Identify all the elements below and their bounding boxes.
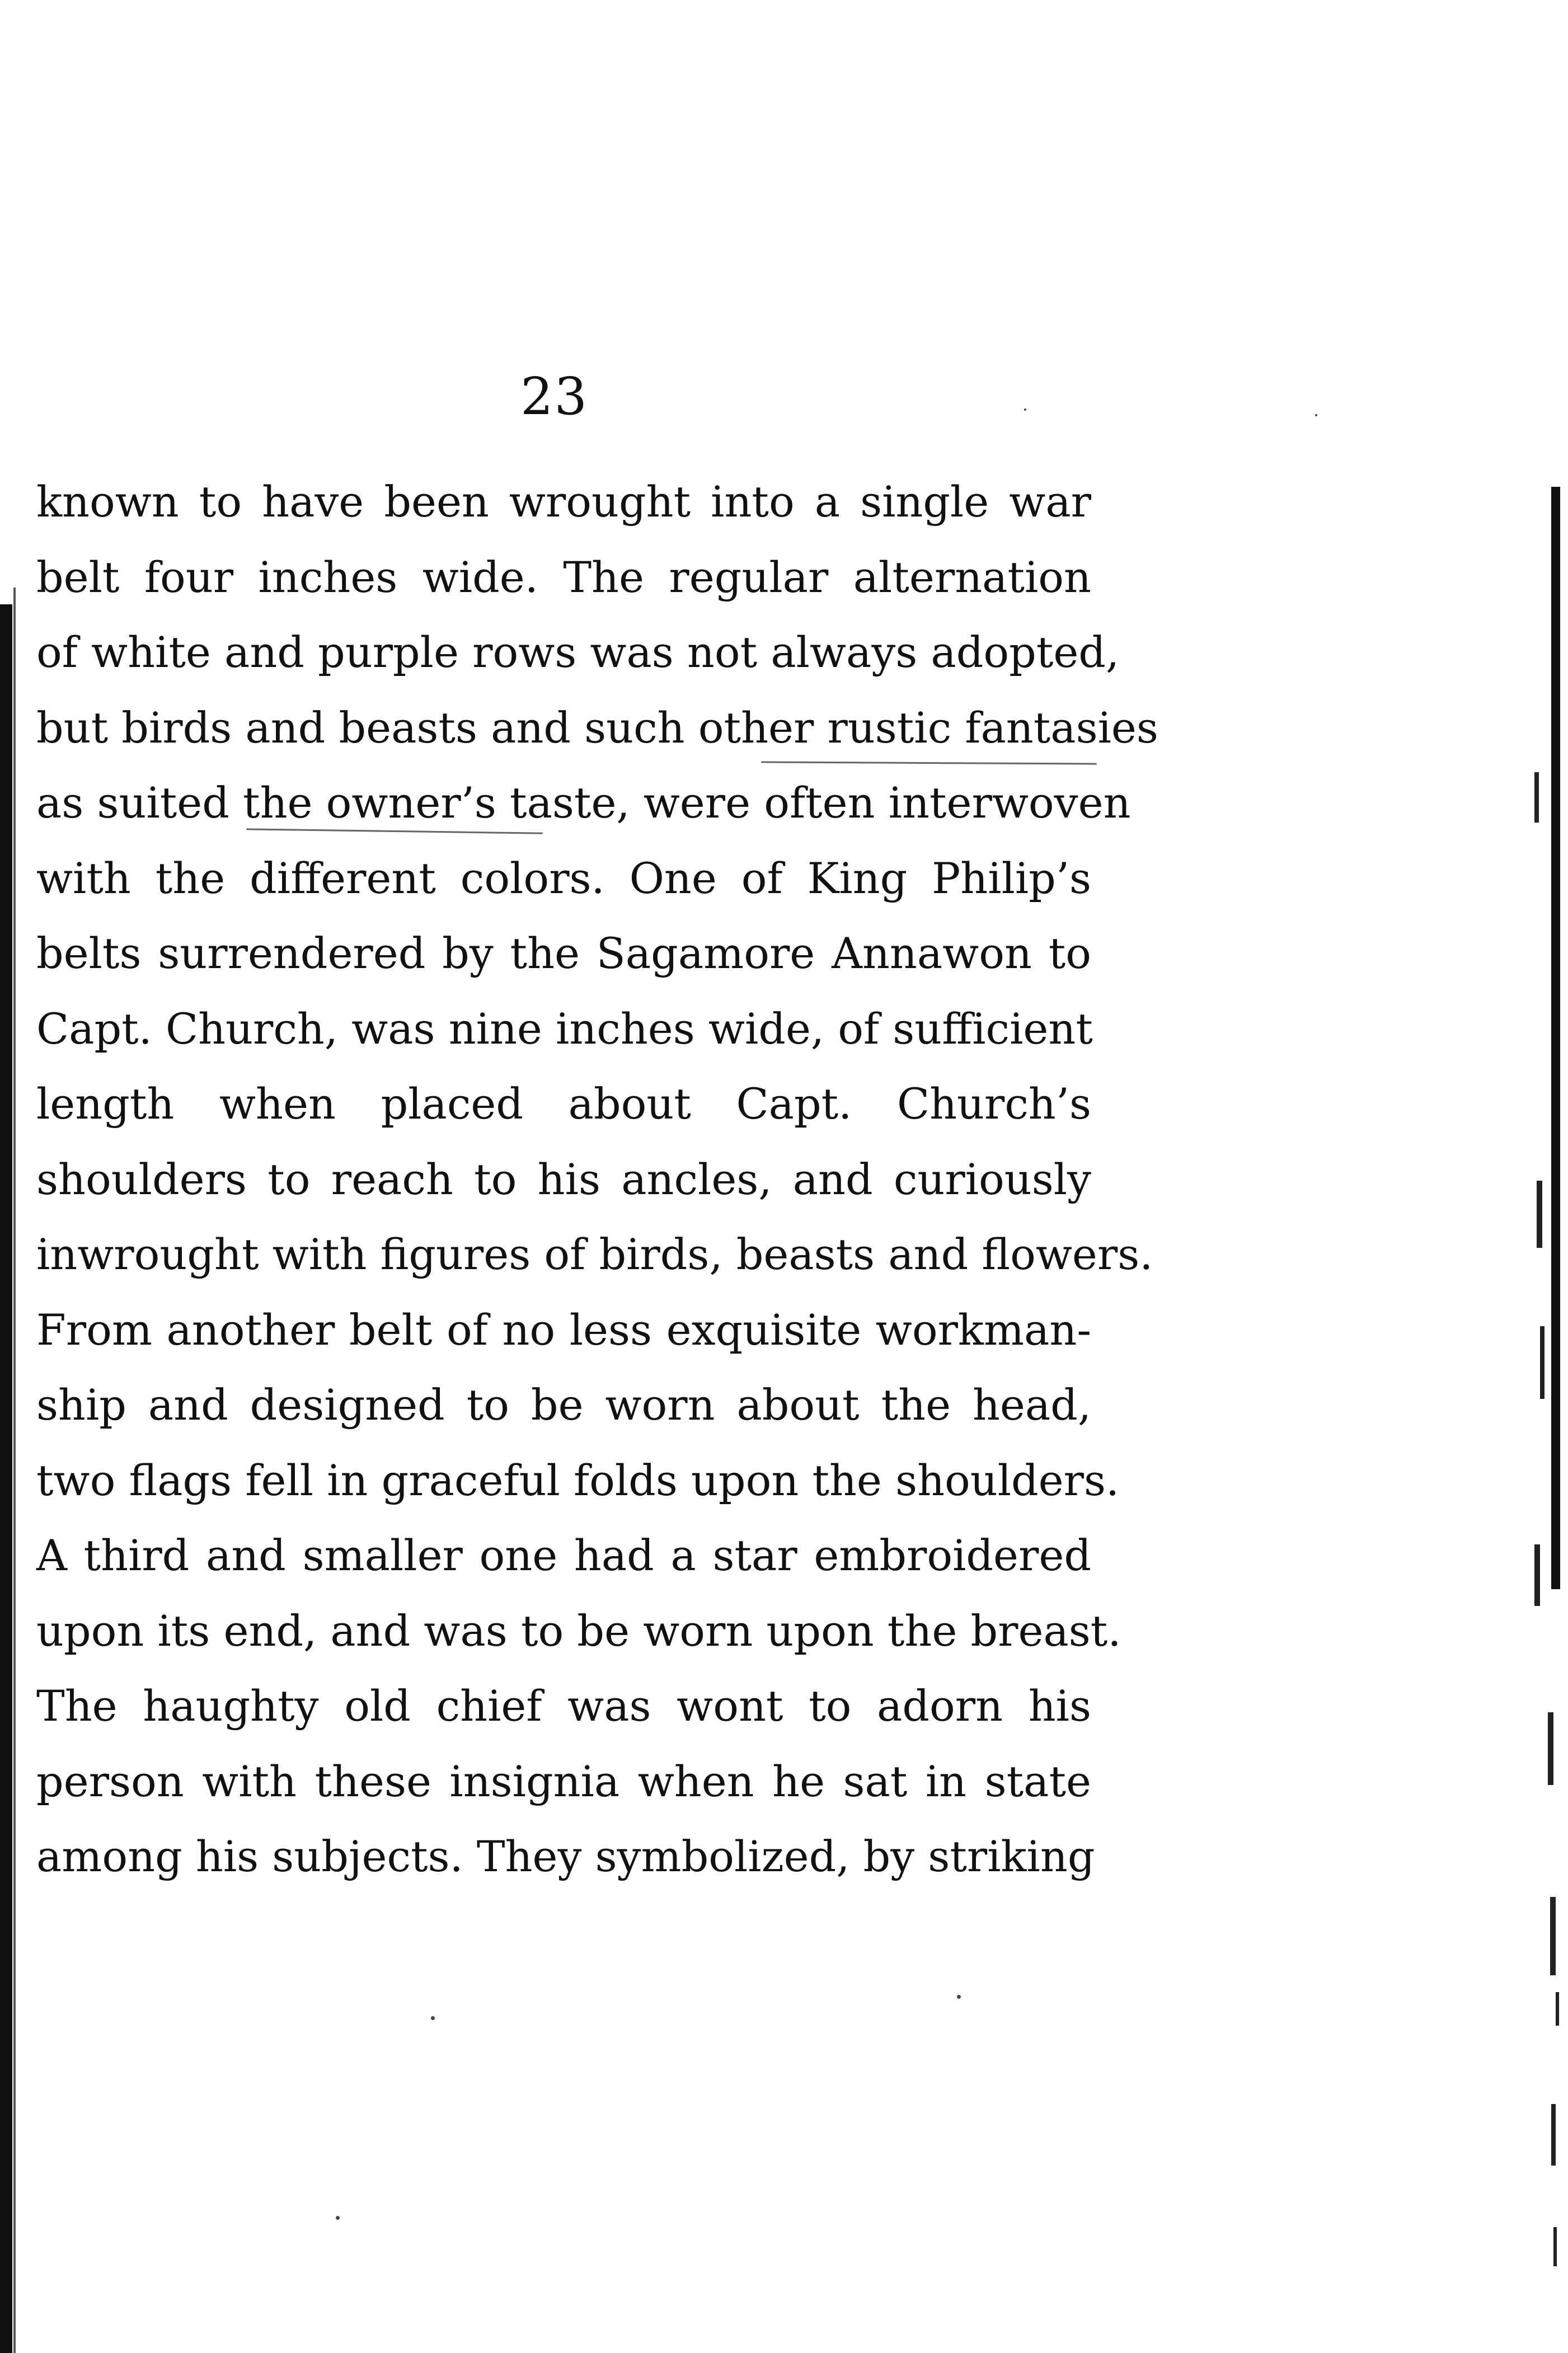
text-line: person with these insignia when he sat in state — [36, 1756, 1091, 1806]
text-line: with the different colors. One of King Philip’s — [36, 853, 1091, 903]
text-line: Capt. Church, was nine inches wide, of sufficient — [36, 1003, 1093, 1054]
text-line: length when placed about Capt. Church’s — [36, 1079, 1091, 1129]
text-line: shoulders to reach to his ancles, and curiously — [36, 1154, 1091, 1204]
edge-artifact-mark — [1534, 772, 1539, 823]
text-line: known to have been wrought into a single war — [36, 477, 1091, 527]
binding-edge-line — [13, 588, 16, 2353]
right-edge-artifact — [1551, 487, 1560, 1589]
text-line: belt four inches wide. The regular alternation — [36, 552, 1091, 602]
edge-artifact-mark — [1550, 1897, 1556, 1975]
scan-speck — [431, 2016, 435, 2020]
edge-artifact-mark — [1553, 2227, 1557, 2266]
scan-speck — [336, 2216, 340, 2220]
text-line: The haughty old chief was wont to adorn his — [36, 1681, 1091, 1731]
text-line: two flags fell in graceful folds upon the shoulders. — [36, 1455, 1120, 1505]
text-line: as suited the owner’s taste, were often interwoven — [36, 778, 1131, 828]
text-line: A third and smaller one had a star embroidered — [36, 1530, 1091, 1580]
text-line: belts surrendered by the Sagamore Annawon to — [36, 928, 1091, 978]
text-line: among his subjects. They symbolized, by striking — [36, 1831, 1095, 1881]
text-line: inwrought with figures of birds, beasts and flowers. — [36, 1229, 1153, 1279]
text-line: upon its end, and was to be worn upon the breast. — [36, 1605, 1121, 1656]
text-line: ship and designed to be worn about the head, — [36, 1380, 1091, 1430]
text-line: From another belt of no less exquisite workman- — [36, 1304, 1091, 1355]
edge-artifact-mark — [1534, 1544, 1540, 1606]
binding-shadow — [0, 604, 12, 2353]
page-number: 23 — [520, 367, 589, 426]
scan-speck — [1315, 414, 1317, 416]
scan-speck — [957, 1995, 961, 1999]
body-text — [36, 464, 1158, 1895]
scan-speck — [1024, 408, 1026, 411]
edge-artifact-mark — [1537, 1181, 1542, 1248]
text-line: but birds and beasts and such other rustic fantasies — [36, 702, 1158, 753]
text-line: of white and purple rows was not always adopted, — [36, 627, 1120, 677]
edge-artifact-mark — [1548, 1712, 1553, 1785]
edge-artifact-mark — [1540, 1326, 1544, 1399]
edge-artifact-mark — [1551, 2104, 1556, 2166]
edge-artifact-mark — [1556, 1992, 1559, 2026]
